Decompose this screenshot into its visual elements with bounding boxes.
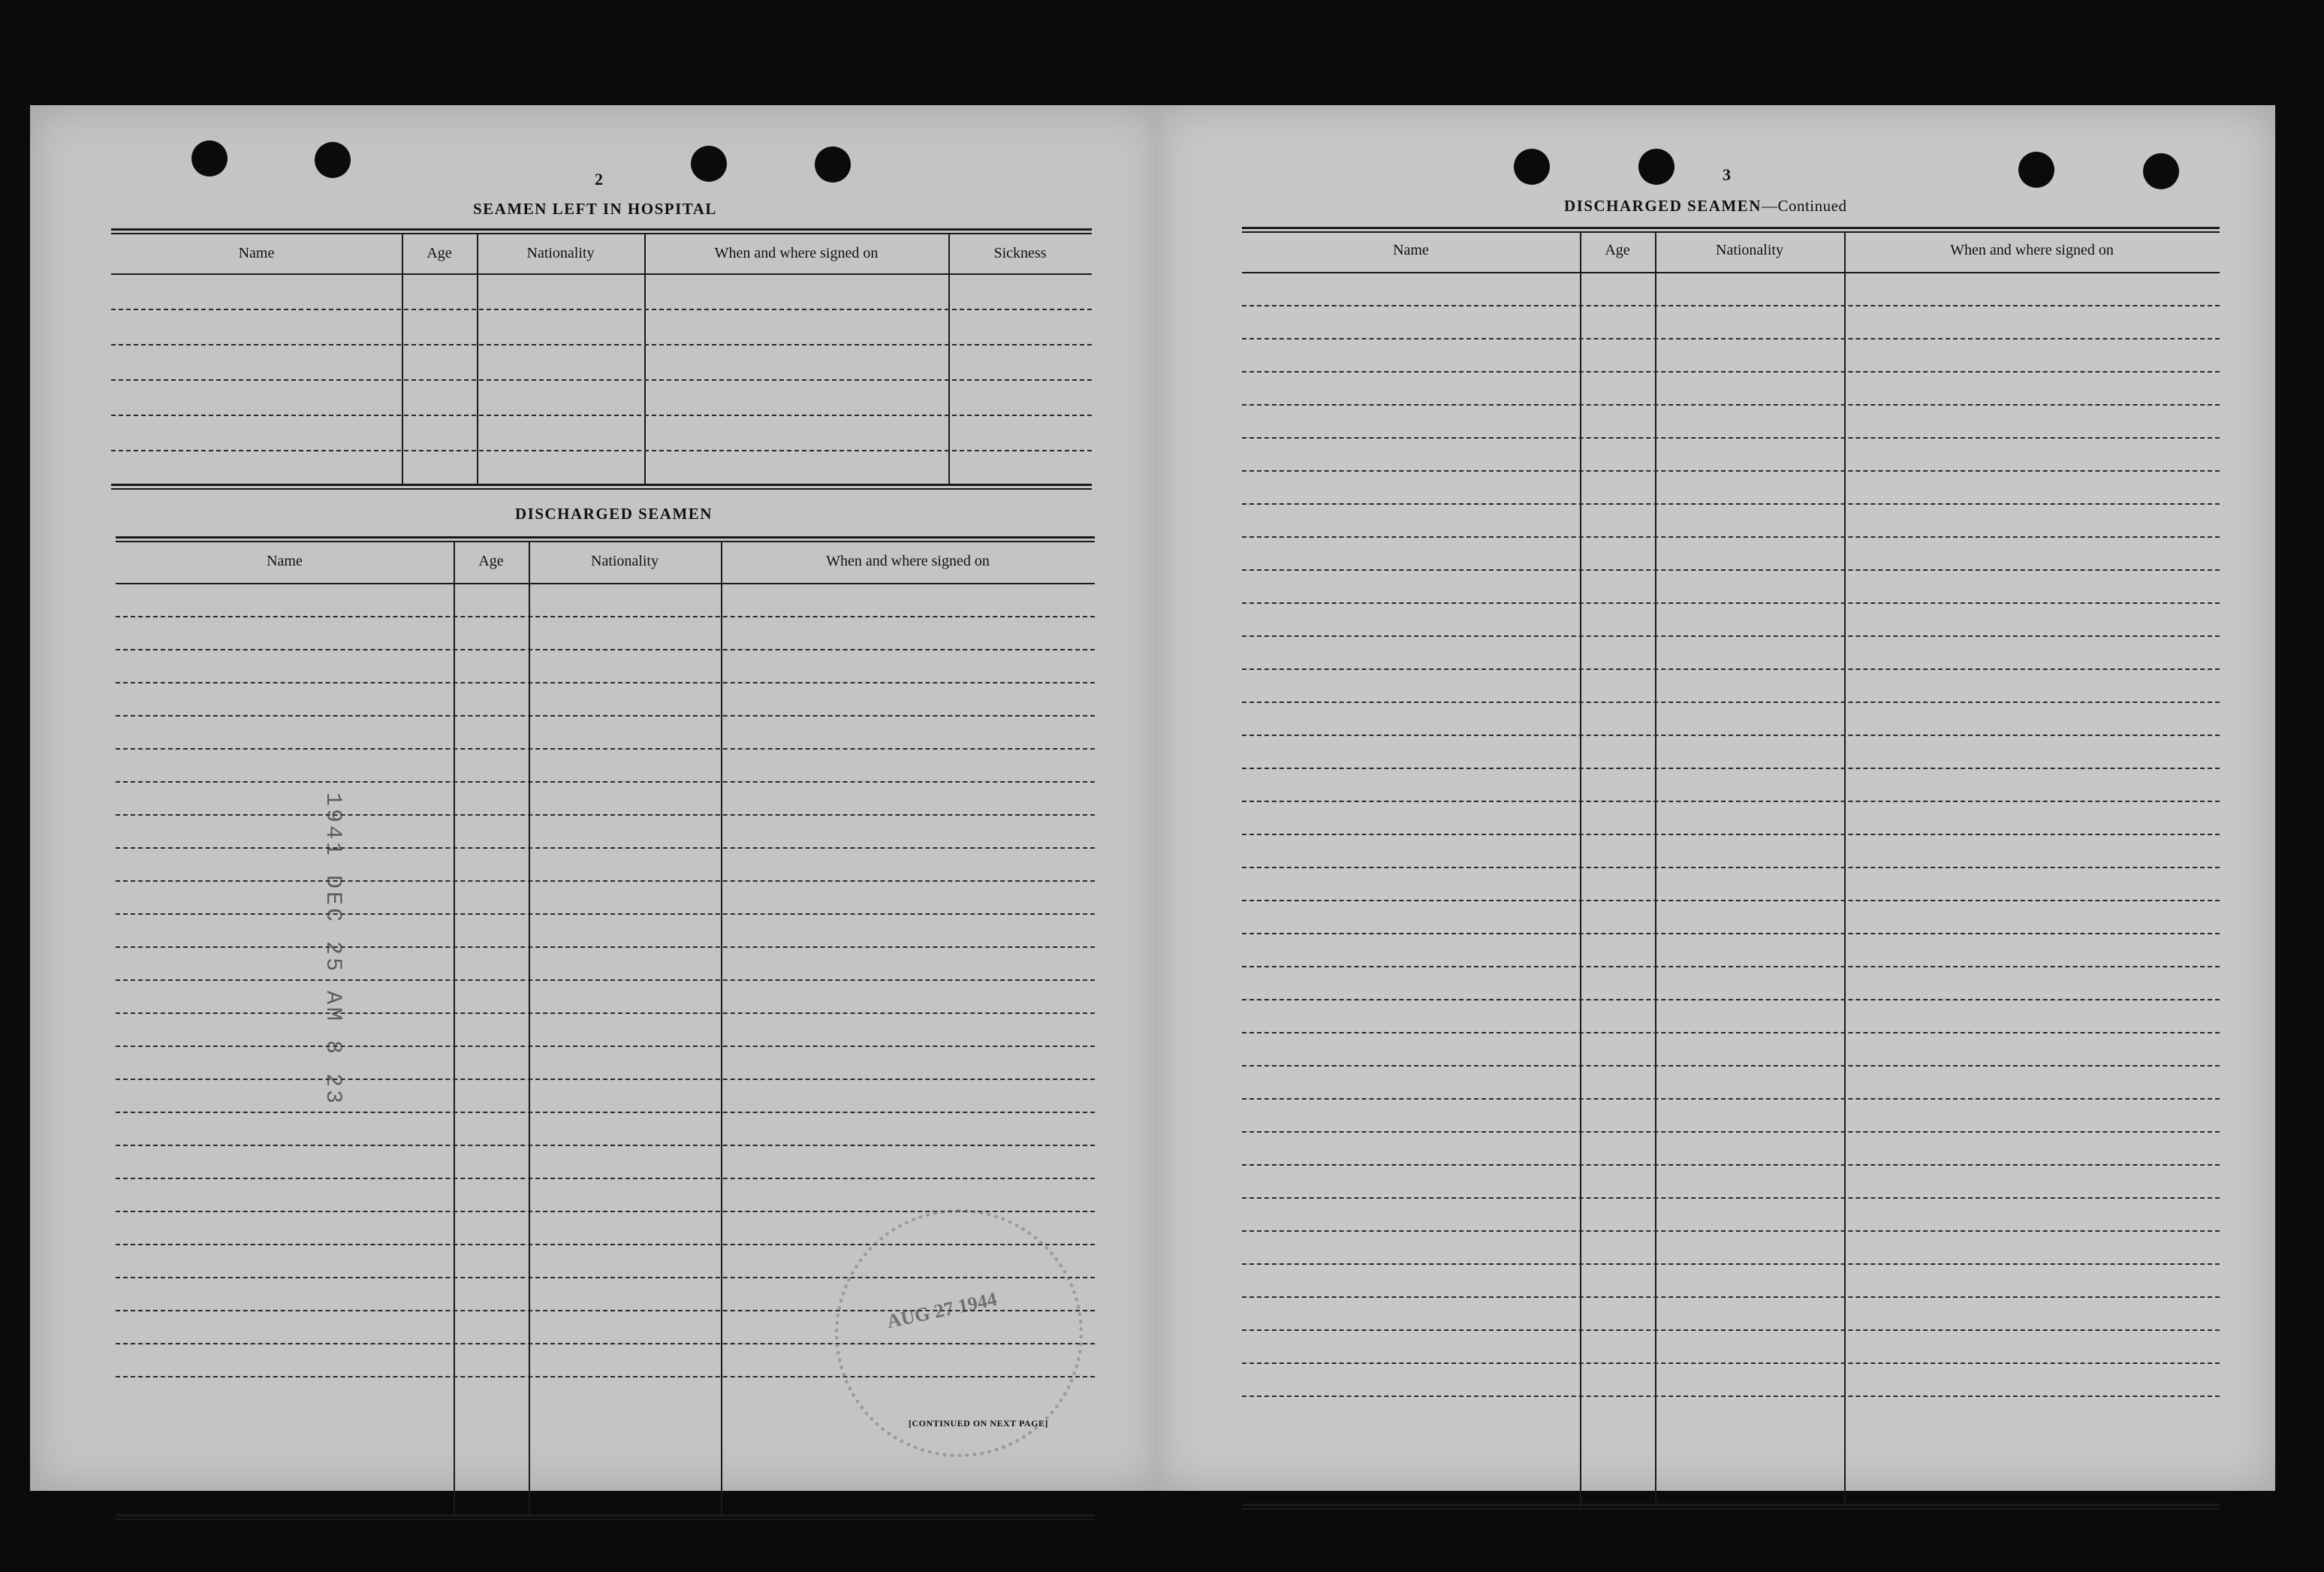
table-row [116,715,1095,717]
table-row [116,814,1095,816]
table-row [116,748,1095,750]
continued-suffix: —Continued [1761,197,1847,215]
punch-hole [815,146,851,183]
table-row [116,616,1095,617]
table-top-rule [111,228,1092,234]
col-divider [454,541,455,1517]
table-row [1242,867,2220,868]
discharged-continued-title [1564,197,1846,216]
table-row [1242,305,2220,306]
table-row [116,1012,1095,1014]
punch-hole [191,140,228,177]
col-divider [948,233,950,485]
table-row [116,880,1095,882]
punch-hole [1514,149,1550,185]
col-header-name: Name [1393,242,1429,258]
col-divider [402,233,403,485]
table-row [1242,1131,2220,1133]
table-row [111,379,1092,381]
punch-hole [2143,153,2179,189]
table-row [1242,1164,2220,1166]
table-top-rule [1242,227,2220,233]
col-header-age: Age [1605,242,1630,258]
table-row [1242,371,2220,373]
table-row [116,1079,1095,1080]
table-bottom-rule [1242,1504,2220,1510]
table-row [1242,1197,2220,1199]
right-page [1155,105,2275,1491]
table-row [1242,569,2220,571]
col-header-age: Age [478,553,504,569]
discharged-continued-title-main: DISCHARGED SEAMEN [1564,197,1762,215]
received-date-stamp: 1941 DEC 25 AM 8 23 [320,792,345,1107]
table-row [116,682,1095,683]
round-postmark-stamp [835,1209,1083,1457]
col-divider [1844,231,1846,1508]
page-number: 2 [595,170,603,189]
page-number: 3 [1723,165,1731,184]
table-row [1242,1395,2220,1397]
table-row [1242,735,2220,736]
table-row [1242,1098,2220,1100]
table-row [1242,1329,2220,1331]
table-row [1242,503,2220,505]
table-row [116,781,1095,783]
table-row [1242,966,2220,967]
col-header-name: Name [267,553,303,569]
hospital-section-title: SEAMEN LEFT IN HOSPITAL [473,200,717,218]
table-row [1242,437,2220,439]
col-divider [1655,231,1656,1508]
continued-footnote: [CONTINUED ON NEXT PAGE] [909,1418,1048,1429]
table-row [116,1145,1095,1146]
table-row [1242,536,2220,538]
discharged-continued-table [1242,227,2220,1513]
col-divider [721,541,722,1517]
punch-hole [1638,149,1674,185]
col-header-signed-on: When and where signed on [1950,242,2114,258]
table-row [1242,933,2220,934]
table-row [116,1045,1095,1047]
table-row [1242,1362,2220,1364]
table-row [1242,801,2220,802]
table-row [1242,338,2220,339]
col-divider [529,541,530,1517]
table-row [1242,404,2220,406]
col-divider [1580,231,1581,1508]
table-row [1242,702,2220,703]
table-bottom-rule [116,1514,1095,1520]
punch-hole [691,146,727,182]
col-header-nationality: Nationality [1716,242,1783,258]
table-row [111,309,1092,310]
table-top-rule [116,536,1095,542]
table-row [1242,1296,2220,1298]
left-page [30,105,1162,1491]
table-row [1242,900,2220,901]
table-row [116,1112,1095,1113]
col-header-nationality: Nationality [591,553,659,569]
col-header-signed-on: When and where signed on [826,553,990,569]
table-row [116,946,1095,948]
col-divider [477,233,478,485]
col-header-name: Name [238,245,275,261]
table-row [1242,768,2220,769]
col-header-signed-on: When and where signed on [714,245,879,261]
table-row [1242,834,2220,835]
table-row [1242,1065,2220,1067]
table-row [1242,602,2220,604]
table-row [116,979,1095,981]
round-stamp-date: AUG 27 1944 [885,1287,999,1333]
header-bottom-rule [1242,272,2220,273]
col-header-nationality: Nationality [526,245,595,261]
table-row [116,649,1095,650]
table-row [116,913,1095,915]
table-row [1242,470,2220,472]
table-bottom-rule [111,484,1092,490]
header-bottom-rule [116,583,1095,584]
table-row [1242,668,2220,670]
table-row [116,1178,1095,1179]
punch-hole [315,142,351,178]
col-header-sickness: Sickness [993,245,1047,261]
table-row [1242,999,2220,1000]
table-row [111,415,1092,416]
header-bottom-rule [111,273,1092,275]
table-row [1242,1230,2220,1232]
col-header-age: Age [427,245,452,261]
col-divider [644,233,646,485]
punch-hole [2018,152,2054,188]
table-row [111,450,1092,451]
table-row [116,847,1095,849]
table-row [111,344,1092,345]
hospital-table [111,228,1092,491]
table-row [1242,1032,2220,1033]
table-row [1242,1263,2220,1265]
table-row [1242,635,2220,637]
discharged-section-title: DISCHARGED SEAMEN [515,505,713,523]
